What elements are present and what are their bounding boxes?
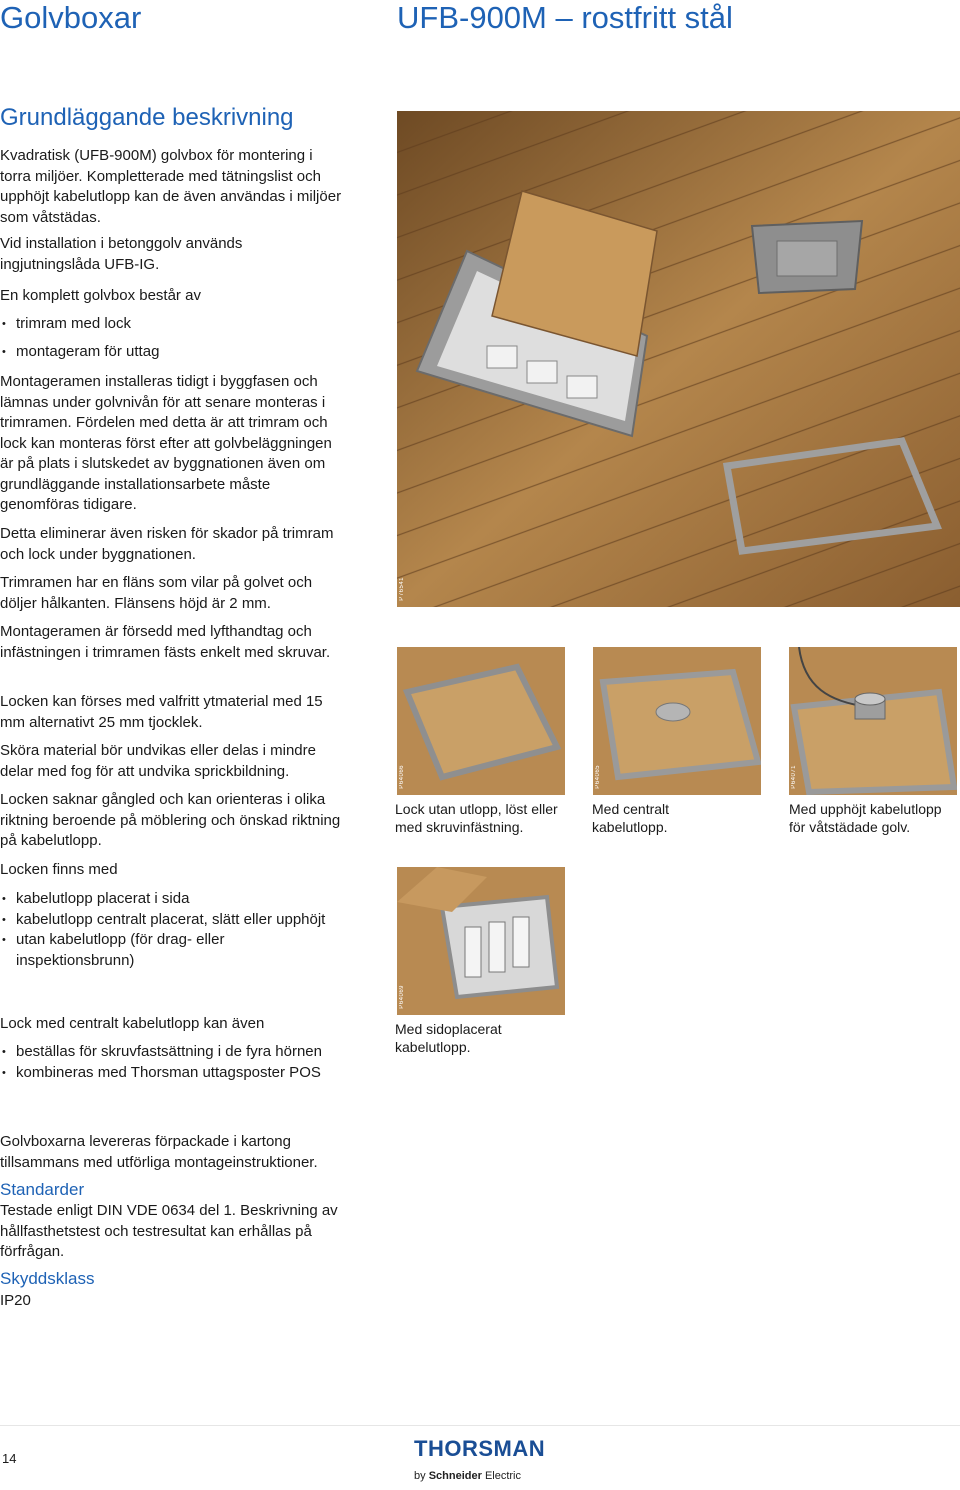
standards-heading: Standarder: [0, 1180, 85, 1199]
list-item: • kabelutlopp placerat i sida: [0, 889, 345, 910]
photo-code: P64071: [791, 765, 797, 789]
footer-divider: [0, 1425, 960, 1426]
central-list: [0, 1042, 345, 1083]
photo-raised-outlet: [789, 647, 957, 795]
lid-material-paragraph: Locken kan förses med valfritt ytmaterial med 15 mm alternativt 25 mm tjocklek.: [0, 693, 323, 731]
photo-code: P64069: [399, 985, 405, 1009]
main-product-photo: [397, 111, 960, 607]
list-item: • utan kabelutlopp (för drag- eller inspektionsbrunn): [0, 930, 345, 971]
product-title: UFB-900M – rostfritt stål: [397, 0, 733, 35]
list-item: • kabelutlopp centralt placerat, slätt eller upphöjt: [0, 910, 345, 931]
list-item: • kombineras med Thorsman uttagsposter POS: [0, 1063, 345, 1084]
photo-code: P64065: [595, 765, 601, 789]
brand-name: THORSMAN: [414, 1436, 546, 1461]
section-title: Grundläggande beskrivning: [0, 104, 294, 131]
montage-paragraph: Montageramen installeras tidigt i byggfasen och lämnas under golvnivån för att senare monteras i trimramen. Fördelen med detta är att trimram och lock kan monteras först efter att golvbeläggningen är på plats i slutskedet av byggnationen även om grundläggande installationsarbete måste genomföras tidigare.: [0, 373, 332, 513]
thorsman-logo: [414, 1438, 544, 1484]
photo-code: P64066: [399, 765, 405, 789]
eliminate-paragraph: Detta eliminerar även risken för skador på trimram och lock under byggnationen.: [0, 525, 334, 563]
page-header: [0, 0, 960, 40]
caption-lid-no-outlet: Lock utan utlopp, löst eller med skruvinfästning.: [395, 801, 558, 835]
list-item: • trimram med lock: [0, 314, 345, 335]
list-item: • montageram för uttag: [0, 342, 345, 363]
complete-intro: En komplett golvbox består av: [0, 287, 201, 304]
photo-code: P76541: [399, 577, 405, 601]
by-suffix: Electric: [484, 1470, 521, 1482]
caption-raised-outlet: Med upphöjt kabelutlopp för våtstädade golv.: [789, 801, 942, 835]
protection-value: IP20: [0, 1292, 31, 1309]
trim-paragraph: Trimramen har en fläns som vilar på golvet och döljer hålkanten. Flänsens höjd är 2 mm.: [0, 574, 313, 612]
central-intro: Lock med centralt kabelutlopp kan även: [0, 1015, 265, 1032]
floorbox-illustration: [397, 111, 960, 607]
raised-outlet-illustration: [789, 647, 957, 795]
fragile-paragraph: Sköra material bör undvikas eller delas i mindre delar med fog för att undvika sprickbildning.: [0, 742, 316, 780]
side-outlet-illustration: [397, 867, 565, 1015]
photo-lid-no-outlet: [397, 647, 565, 795]
page-number: 14: [2, 1451, 17, 1466]
intro-paragraph: Kvadratisk (UFB-900M) golvbox för montering i torra miljöer. Kompletterade med tätningslist och upphöjt kabelutlopp kan de även användas i miljöer som våtstädas.: [0, 147, 342, 226]
lid-no-outlet-illustration: [397, 647, 565, 795]
category-title: Golvboxar: [0, 0, 142, 35]
lids-intro: Locken finns med: [0, 861, 118, 878]
by-company: Schneider: [428, 1470, 482, 1482]
install-paragraph: Vid installation i betonggolv används ingjutningslåda UFB-IG.: [0, 235, 243, 273]
photo-side-outlet: [397, 867, 565, 1015]
caption-side-outlet: Med sidoplacerat kabelutlopp.: [395, 1021, 502, 1055]
schneider-byline: [414, 1470, 521, 1482]
hinge-paragraph: Locken saknar gångled och kan orienteras i olika riktning beroende på möblering och önskad riktning på kabelutlopp.: [0, 791, 341, 849]
delivery-paragraph: Golvboxarna levereras förpackade i kartong tillsammans med utförliga montageinstruktioner.: [0, 1133, 318, 1171]
lids-list: [0, 889, 345, 971]
standards-text: Testade enligt DIN VDE 0634 del 1. Beskrivning av hållfasthetstest och testresultat kan erhållas på förfrågan.: [0, 1202, 338, 1260]
protection-heading: Skyddsklass: [0, 1269, 95, 1288]
complete-list: [0, 314, 345, 369]
lift-paragraph: Montageramen är försedd med lyfthandtag och infästningen i trimramen fästs enkelt med skruvar.: [0, 623, 331, 661]
list-item: • beställas för skruvfastsättning i de fyra hörnen: [0, 1042, 345, 1063]
caption-central-outlet: Med centralt kabelutlopp.: [592, 801, 670, 835]
photo-central-outlet: [593, 647, 761, 795]
central-outlet-illustration: [593, 647, 761, 795]
by-prefix: by: [414, 1470, 426, 1482]
